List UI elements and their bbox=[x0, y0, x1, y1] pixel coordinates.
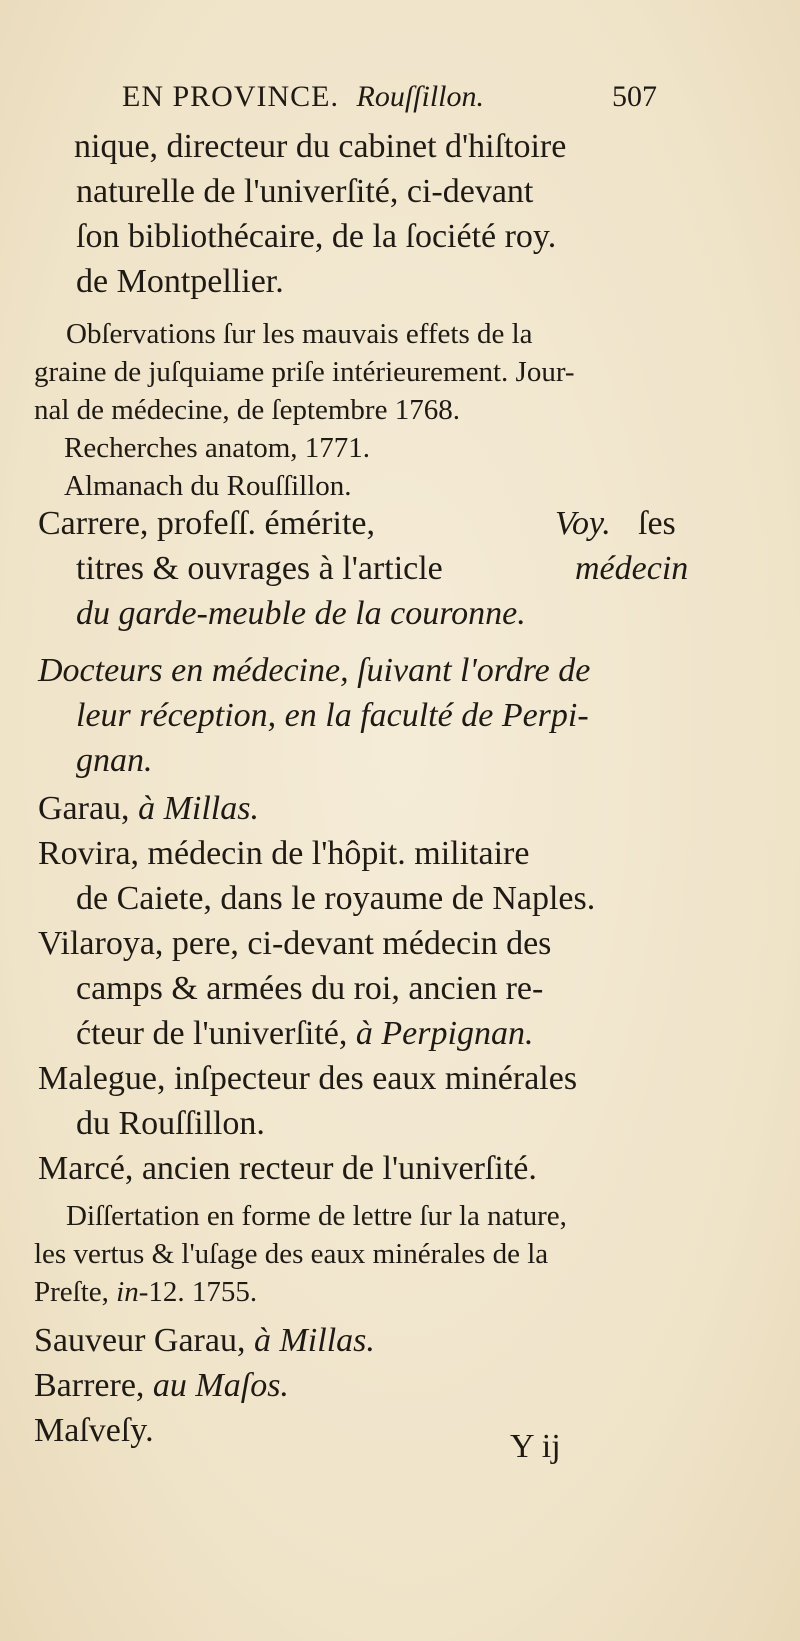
running-header bbox=[122, 80, 484, 114]
text-line: graine de juſquiame priſe intérieurement. Jour- bbox=[34, 356, 575, 388]
text-line: nique, directeur du cabinet d'hiſtoire bbox=[74, 128, 567, 165]
text-line: de Caiete, dans le royaume de Naples. bbox=[76, 880, 596, 917]
list-item: Garau, à Millas. bbox=[38, 790, 259, 827]
text-line: Obſervations ſur les mauvais effets de la bbox=[66, 318, 533, 350]
list-item: Malegue, inſpecteur des eaux minérales bbox=[38, 1060, 578, 1097]
section-heading: gnan. bbox=[76, 742, 153, 779]
text-line: médecin bbox=[575, 550, 689, 587]
text-line: naturelle de l'univerſité, ci-devant bbox=[76, 173, 534, 210]
entry-carrere: Carrere, profeſſ. émérite, bbox=[38, 505, 375, 542]
text-line: du garde-meuble de la couronne. bbox=[76, 595, 526, 632]
list-item: Rovira, médecin de l'hôpit. militaire bbox=[38, 835, 530, 872]
text-line: Preſte, in-12. 1755. bbox=[34, 1276, 258, 1308]
signature-mark: Y ij bbox=[510, 1428, 561, 1465]
text-line: nal de médecine, de ſeptembre 1768. bbox=[34, 394, 460, 426]
section-heading: Docteurs en médecine, ſuivant l'ordre de bbox=[38, 652, 591, 689]
text-line: Recherches anatom, 1771. bbox=[64, 432, 371, 464]
text-line: ćteur de l'univerſité, à Perpignan. bbox=[76, 1015, 534, 1052]
text-line: camps & armées du roi, ancien re- bbox=[76, 970, 544, 1007]
running-title: EN PROVINCE. bbox=[122, 80, 340, 113]
list-item: Vilaroya, pere, ci-devant médecin des bbox=[38, 925, 552, 962]
list-item: Maſveſy. bbox=[34, 1412, 154, 1449]
text-line: ſes bbox=[638, 505, 676, 542]
text-line: Almanach du Rouſſillon. bbox=[64, 470, 352, 502]
text-line: les vertus & l'uſage des eaux minérales de la bbox=[34, 1238, 549, 1270]
list-item: Sauveur Garau, à Millas. bbox=[34, 1322, 375, 1359]
list-item: Marcé, ancien recteur de l'univerſité. bbox=[38, 1150, 537, 1187]
text-line: du Rouſſillon. bbox=[76, 1105, 265, 1142]
section-title: Rouſſillon. bbox=[356, 80, 485, 113]
text-line: ſon bibliothécaire, de la ſociété roy. bbox=[76, 218, 557, 255]
text-line: de Montpellier. bbox=[76, 263, 284, 300]
voy-reference: Voy. bbox=[555, 505, 611, 542]
text-line: titres & ouvrages à l'article bbox=[76, 550, 443, 587]
text-line: Diſſertation en forme de lettre ſur la nature, bbox=[66, 1200, 567, 1232]
section-heading: leur réception, en la faculté de Perpi- bbox=[76, 697, 589, 734]
page-number: 507 bbox=[612, 80, 657, 113]
list-item: Barrere, au Maſos. bbox=[34, 1367, 289, 1404]
